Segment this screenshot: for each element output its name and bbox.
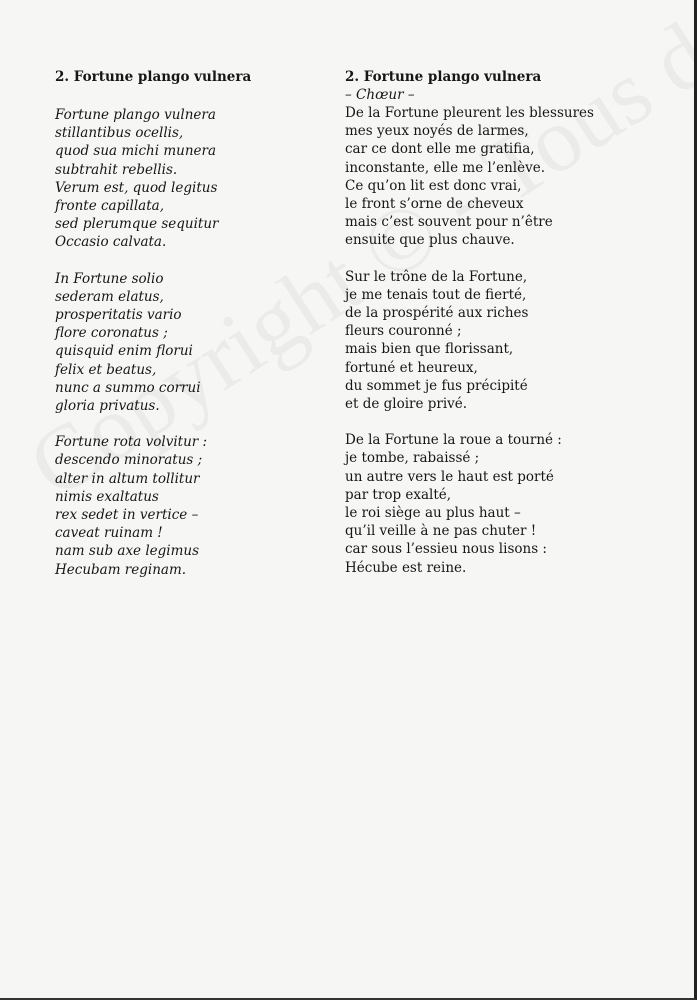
verse-line: Verum est, quod legitus: [55, 179, 218, 196]
verse-line: De la Fortune la roue a tourné :: [345, 432, 562, 449]
verse-line: qu’il veille à ne pas chuter !: [345, 523, 537, 540]
verse-line: sederam elatus,: [55, 288, 164, 305]
verse-line: Ce qu’on lit est donc vrai,: [345, 177, 522, 194]
verse-line: inconstante, elle me l’enlève.: [345, 159, 545, 176]
verse-line: car sous l’essieu nous lisons :: [345, 541, 547, 558]
french-subtitle: – Chœur –: [345, 87, 415, 103]
verse-line: de la prospérité aux riches: [345, 305, 529, 322]
verse-line: Occasio calvata.: [55, 234, 167, 251]
latin-column: [55, 68, 315, 597]
latin-stanza-1: [55, 106, 315, 252]
verse-line: quisquid enim florui: [55, 343, 193, 360]
verse-line: descendo minoratus ;: [55, 452, 203, 469]
verse-line: Fortune plango vulnera: [55, 107, 216, 123]
french-title: 2. Fortune plango vulnera: [345, 69, 542, 85]
verse-line: alter in altum tollitur: [55, 470, 200, 487]
verse-line: du sommet je fus précipité: [345, 377, 528, 394]
french-stanza-3: [345, 431, 645, 577]
latin-title: 2. Fortune plango vulnera: [55, 69, 252, 85]
verse-line: nam sub axe legimus: [55, 543, 200, 560]
verse-line: mes yeux noyés de larmes,: [345, 123, 529, 140]
verse-line: le front s’orne de cheveux: [345, 196, 524, 213]
french-stanza-2: [345, 268, 645, 414]
verse-line: je me tenais tout de fierté,: [345, 286, 527, 303]
verse-line: Sur le trône de la Fortune,: [345, 268, 528, 285]
verse-line: et de gloire privé.: [345, 396, 468, 413]
verse-line: Fortune rota volvitur :: [55, 434, 208, 451]
verse-line: le roi siège au plus haut –: [345, 505, 521, 522]
verse-line: flore coronatus ;: [55, 325, 168, 342]
verse-line: ensuite que plus chauve.: [345, 232, 515, 249]
verse-line: gloria privatus.: [55, 398, 160, 415]
verse-line: car ce dont elle me gratifia,: [345, 141, 535, 158]
verse-line: rex sedet in vertice –: [55, 507, 199, 524]
verse-line: caveat ruinam !: [55, 525, 163, 542]
verse-line: sed plerumque sequitur: [55, 216, 219, 233]
latin-stanza-2: [55, 270, 315, 416]
verse-line: par trop exalté,: [345, 486, 452, 503]
verse-line: stillantibus ocellis,: [55, 125, 184, 142]
french-stanza-1: [345, 104, 645, 250]
verse-line: nunc a summo corrui: [55, 379, 201, 396]
verse-line: Hecubam reginam.: [55, 561, 187, 578]
verse-line: quod sua michi munera: [55, 143, 217, 160]
verse-line: prosperitatis vario: [55, 307, 182, 324]
verse-line: Hécube est reine.: [345, 559, 467, 576]
verse-line: felix et beatus,: [55, 361, 157, 378]
verse-line: mais c’est souvent pour n’être: [345, 214, 553, 231]
verse-line: De la Fortune pleurent les blessures: [345, 105, 594, 121]
verse-line: je tombe, rabaissé ;: [345, 450, 480, 467]
verse-line: mais bien que florissant,: [345, 341, 514, 358]
verse-line: fortuné et heureux,: [345, 359, 478, 376]
verse-line: fleurs couronné ;: [345, 323, 462, 340]
verse-line: un autre vers le haut est porté: [345, 468, 554, 485]
verse-line: fronte capillata,: [55, 198, 164, 215]
latin-stanza-3: [55, 433, 315, 579]
french-column: [345, 68, 645, 595]
verse-line: nimis exaltatus: [55, 488, 159, 505]
verse-line: subtrahit rebellis.: [55, 161, 178, 178]
verse-line: In Fortune solio: [55, 270, 164, 287]
